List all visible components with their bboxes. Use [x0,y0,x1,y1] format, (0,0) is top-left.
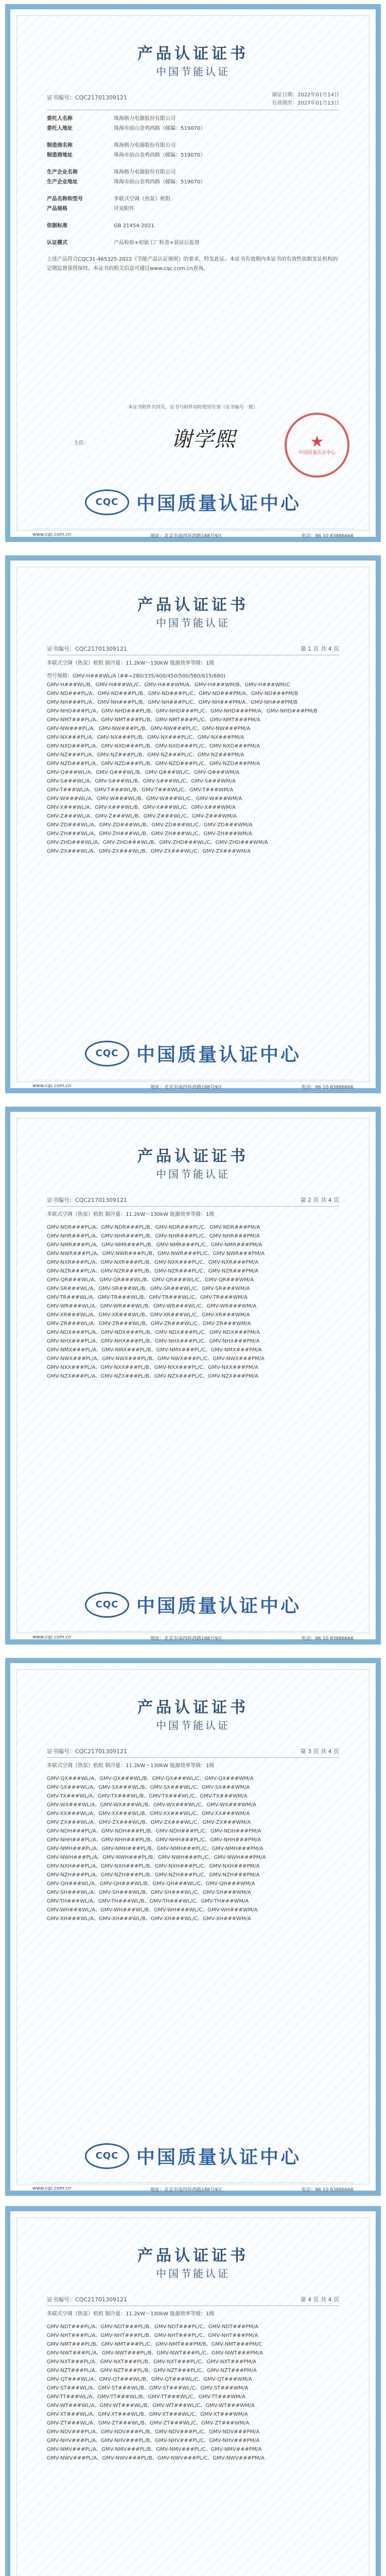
model-line: GMV-ZH###WL/A、GMV-ZH###WL/B、GMV-ZH###WL/C、GMV-ZH###WM/A [47,831,252,837]
footer-tel: 电话：86 10 83886666 [301,1636,354,1641]
model-line: GMV-NZR###PL/A、GMV-NZR###PL/B、GMV-NZR###PL/C、GMV-NZR###PM/A [47,1268,259,1274]
model-list [47,1210,339,1381]
center-name: 中国质量认证中心 [136,1595,301,1617]
seal-text: 中国质量认证中心 [298,450,336,455]
model-line: GMV-NZD###PL/A、GMV-NZD###PL/B、GMV-NZD###PL/C、GMV-NZD###PM/A [47,761,260,767]
page-number: 第 4 页 共 4 页 [300,2296,339,2303]
model-line: GMV-WR###WL/A、GMV-WR###WL/B、GMV-WR###WL/C、GMV-WR###WM/A [47,1303,257,1309]
product-heading: 多联式空调（热泵）机组 制冷量：11.2kW～130kW 能源效率等级：1级 [47,1212,215,1217]
model-line: GMV-WH###WL/A、GMV-WH###WL/B、GMV-WH###WL/C、GMV-WH###WM/A [47,1907,258,1913]
model-line: GMV-NHV###PL/A、GMV-NHV###PL/B、GMV-NHV###PL/C、GMV-NHV###PM/A [47,2438,260,2444]
model-line: GMV-NMX###PL/A、GMV-NMX###PL/B、GMV-NMX###PL/C、GMV-NMX###PM/A [47,1347,262,1353]
certificate-title: 产品认证证书 [137,45,249,63]
footer-address: 地址：北京市南四环西路188号9区 [150,2188,222,2193]
model-line: GMV-NXX###PL/A、GMV-NXX###PL/B、GMV-NXX###PL/C、GMV-NXX###PM/A [47,1365,258,1370]
center-name: 中国质量认证中心 [136,2146,301,2168]
field-row: 制造商地址 珠海市前山金鸡西路（邮编：519070） [47,152,206,158]
footer [32,2182,354,2193]
model-line: GMV-NXD###PL/A、GMV-NXD###PL/B、GMV-NXD###PL/C、GMV-NXD###PM/A [47,743,260,749]
field-row: 依据标准 GB 21454-2021 [47,223,154,229]
certificate-title: 产品认证证书 [137,1147,249,1165]
product-heading: 多联式空调（热泵）机组 制冷量：11.2kW～130kW 能源效率等级：1级 [47,1763,215,1769]
model-line: GMV-T###WL/A、GMV-T###WL/B、GMV-T###WL/C、GMV-T###WM/A [47,787,234,793]
certificate-subtitle: 中国节能认证 [156,617,230,629]
model-line: GMV-XX###WL/A、GMV-XX###WL/B、GMV-XX###WL/C、GMV-XX###WM/A [47,1811,250,1817]
model-line: GMV-NDT###PL/A、GMV-NDT###PL/B、GMV-NDT###PL/C、GMV-NDT###PM/A [47,2324,259,2330]
model-line: GMV-NHH###PL/A、GMV-NHH###PL/B、GMV-NHH###PL/C、GMV-NHH###PM/A [47,1837,261,1843]
model-line: GMV-ST###WL/A、GMV-ST###WL/B、GMV-ST###WL/C、GMV-ST###WM/A [47,2385,249,2391]
field-row: 制造商名称 珠海格力电器股份有限公司 [47,143,176,148]
certificate-number: 证书编号：CQC21701309121 [47,1748,128,1755]
model-line: GMV-ZR###WL/A、GMV-ZR###WL/B、GMV-ZR###WL/C、GMV-ZR###WM/A [47,1321,251,1327]
model-line: GMV-TR###WL/A、GMV-TR###WL/B、GMV-TR###WL/C、GMV-TR###WM/A [47,1295,248,1300]
model-line: GMV-NHX###PL/A、GMV-NHX###PL/B、GMV-NHX###PL/C、GMV-NHX###PM/A [47,1338,260,1344]
certificate-title: 产品认证证书 [137,1699,249,1717]
model-line: GMV-WT###WL/A、GMV-WT###WL/B、GMV-WT###WL/C、GMV-WT###WM/A [47,2403,255,2409]
model-line: GMV-NXT###PL/A、GMV-NXT###PL/B、GMV-NXT###PL/C、GMV-NXT###PM/A [47,2359,257,2365]
footer [32,1080,354,1090]
model-line: GMV-NH###PL/A、GMV-NH###PL/B、GMV-NH###PL/C、GMV-NH###PM/A、GMV-NH###PM/B [47,700,298,705]
model-line: GMV-NWH###PL/A、GMV-NWH###PL/B、GMV-NWH###PL/C、GMV-NWH###PM/A [47,1855,266,1860]
model-line: GMV-ZT###WL/A、GMV-ZT###WL/B、GMV-ZT###WL/C、GMV-ZT###WM/A [47,2420,250,2426]
footer [32,1631,354,1641]
model-line: GMV-NDX###PL/A、GMV-NDX###PL/B、GMV-NDX###PL/C、GMV-NDX###PM/A [47,1330,260,1335]
footer-address: 地址：北京市南四环西路188号9区 [150,1636,222,1641]
footer-address: 地址：北京市南四环西路188号9区 [150,1085,222,1090]
seal-note: 本证书附件共四页，证书与附件同时使用有效（证书编号一致） [128,405,258,410]
valid-date: 有效期至：2027年01月13日 [272,100,339,106]
model-line: GMV-NW###PL/A、GMV-NW###PL/B、GMV-NW###PL/C、GMV-NW###PM/A [47,726,251,732]
model-line: GMV-SH###WL/A、GMV-SH###WL/B、GMV-SH###WL/C、GMV-SH###WM/A [47,1890,251,1895]
cqc-logo: CQC [85,1592,129,1618]
footer-site: www.cqc.com.cn [32,1635,72,1640]
model-line: GMV-NWX###PL/A、GMV-NWX###PL/B、GMV-NWX###PL/C、GMV-NWX###PM/A [47,1356,265,1362]
cqc-logo-block [17,1040,369,1066]
model-line: GMV-NZT###PL/A、GMV-NZT###PL/B、GMV-NZT###PL/C、GMV-NZT###PM/A [47,2368,257,2374]
model-line: GMV-ZD###WL/A、GMV-ZD###WL/B、GMV-ZD###WL/C、GMV-ZD###WM/A [47,822,253,828]
model-list [47,2310,339,2463]
footer-address: 地址：北京市南四环西路188号9区 [150,534,222,539]
model-line: GMV-XT###WL/A、GMV-XT###WL/B、GMV-XT###WL/C、GMV-XT###WM/A [47,2412,248,2417]
model-line: GMV-X###WL/A、GMV-X###WL/B、GMV-X###WL/C、GMV-X###WM/A [47,805,236,810]
model-line: GMV-TT###WL/A、GMV-TT###WL/B、GMV-TT###WL/C、GMV-TT###WM/A [47,2394,245,2400]
model-line: GMV-NWR###PL/A、GMV-NWR###PL/B、GMV-NWR###PL/C、GMV-NWR###PM/A [47,1251,265,1257]
product-heading: 多联式空调（热泵）机组 制冷量：11.2kW～130kW 能源效率等级：1级 [47,2311,215,2317]
model-line: GMV-NZX###PL/A、GMV-NZX###PL/B、GMV-NZX###PL/C、GMV-NZX###PM/A [47,1374,258,1379]
certificate-page-3 [0,1103,386,1649]
certificate-frame [5,4,381,542]
model-line: GMV-TX###WL/A、GMV-TX###WL/B、GMV-TX###WL/C、GMV-TX###WM/A [47,1793,248,1799]
certificate-statement: 上述产品符合CQC31-465325-2022《节能产品认证规则》的要求，特发此证。本证书有效期内本证书的有效性依据发证机构的定期监督获得保持。本证书的相关信息可通过www.cqc.com.cn查询。 [47,257,338,272]
footer-tel: 电话：86 10 83886666 [301,1085,354,1090]
model-line: GMV-NDR###PL/A、GMV-NDR###PL/B、GMV-NDR###PL/C、GMV-NDR###PM/A [47,1225,260,1230]
field-row: 认证模式 产品检验+初始工厂检查+获证后监督 [47,240,200,246]
footer [32,529,354,539]
certificate-number: 证书编号：CQC21701309121 [47,2296,128,2303]
model-line: GMV-ZX###WL/A、GMV-ZX###WL/B、GMV-ZX###WL/C、GMV-ZX###WM/A [47,849,251,854]
footer-site: www.cqc.com.cn [32,532,72,537]
certificate-inner [16,15,370,539]
footer-site: www.cqc.com.cn [32,1083,72,1089]
model-line: GMV-QH###WL/A、GMV-QH###WL/B、GMV-QH###WL/C、GMV-QH###WM/A [47,1881,255,1887]
model-line: GMV-XH###WL/A、GMV-XH###WL/B、GMV-XH###WL/C、GMV-XH###WM/A [47,1916,251,1922]
model-line: GMV-QR###WL/A、GMV-QR###WL/B、GMV-QR###WL/C、GMV-QR###WM/A [47,1277,254,1283]
model-line: GMV-XR###WL/A、GMV-XR###WL/B、GMV-XR###WL/C、GMV-XR###WM/A [47,1312,250,1318]
cqc-logo: CQC [85,2143,129,2169]
model-line: GMV-NX###PL/A、GMV-NX###PL/B、GMV-NX###PL/C、GMV-NX###PM/A [47,735,244,740]
certificate-number: 证书编号：CQC21701309121 [47,646,128,652]
certificate-subtitle: 中国节能认证 [156,1719,230,1732]
certificate-subtitle: 中国节能认证 [156,1168,230,1180]
model-line: GMV-NDH###PL/A、GMV-NDH###PL/B、GMV-NDH###PL/C、GMV-NDH###PM/A [47,1828,261,1834]
certificate-page-2 [0,551,386,1097]
cqc-logo-block [17,1591,369,1618]
certificate-subtitle: 中国节能认证 [156,65,230,78]
certificate-title: 产品认证证书 [137,596,249,614]
model-line: GMV-NZH###PL/A、GMV-NZH###PL/B、GMV-NZH###PL/C、GMV-NZH###PM/A [47,1872,260,1878]
model-line: GMV-H###WL/B、GMV-H###WL/C、GMV-H###WM/A、GMV-H###WM/B、GMV-H###WM/C [47,682,290,688]
footer-site: www.cqc.com.cn [32,2186,72,2191]
model-line: GMV-NMR###PL/A、GMV-NMR###PL/B、GMV-NMR###PL/C、GMV-NMR###PM/A [47,1242,262,1248]
model-line: GMV-Q###WL/A、GMV-Q###WL/B、GMV-Q###WL/C、GMV-Q###WM/A [47,770,240,775]
model-line: GMV-Z###WL/A、GMV-Z###WL/B、GMV-Z###WL/C、GMV-Z###WM/A [47,814,237,819]
center-name: 中国质量认证中心 [136,1044,301,1065]
model-line: GMV-S###WL/A、GMV-S###WL/B、GMV-S###WL/C、GMV-S###WM/A [47,778,236,784]
model-line: GMV-NMH###PL/A、GMV-NMH###PL/B、GMV-NMH###PL/C、GMV-NMH###PM/A [47,1846,264,1852]
model-list [47,1761,339,1923]
product-heading: 多联式空调（热泵）机组 制冷量：11.2kW～130kW 能源效率等级：1级 [47,660,215,666]
certificate-page-4 [0,1654,386,2200]
model-line: GMV-NZ###PL/A、GMV-NZ###PL/B、GMV-NZ###PL/C、GMV-NZ###PM/A [47,752,244,758]
director-signature: 谢学熙 [171,428,236,451]
model-line: GMV-ZX###WL/A、GMV-ZX###WL/B、GMV-ZX###WL/C、GMV-ZX###WM/A [47,1820,251,1825]
model-line: GMV-QT###WL/A、GMV-QT###WL/B、GMV-QT###WL/C、GMV-QT###WM/A [47,2377,252,2382]
field-row: 生产企业名称 珠海格力电器股份有限公司 [47,170,176,175]
cqc-logo-block [17,2143,369,2169]
model-line: GMV-NHT###PL/A、GMV-NHT###PL/B、GMV-NHT###PL/C、GMV-NHT###PM/A [47,2333,258,2338]
footer-tel: 电话：86 10 83886666 [301,534,354,539]
certificate-page-5 [0,2202,386,2576]
field-row: 委托人名称 珠海格力电器股份有限公司 [47,116,176,122]
footer-tel: 电话：86 10 83886666 [301,2188,354,2193]
model-line: GMV-ND###PL/A、GMV-ND###PL/B、GMV-ND###PL/C、GMV-ND###PM/A、GMV-ND###PM/B [47,691,299,697]
model-list [47,659,339,856]
field-row: 委托人地址 珠海市前山金鸡西路（邮编：519070） [47,126,206,131]
model-line: GMV-TH###WL/A、GMV-TH###WL/B、GMV-TH###WL/C、GMV-TH###WM/A [47,1899,249,1904]
model-line: GMV-WX###WL/A、GMV-WX###WL/B、GMV-WX###WL/C、GMV-WX###WM/A [47,1802,256,1808]
model-line: GMV-NWT###PL/A、GMV-NWT###PL/B、GMV-NWT###PL/C、GMV-NWT###PM/A [47,2350,263,2356]
page-number: 第 1 页 共 4 页 [300,646,339,652]
model-line: GMV-NXH###PL/A、GMV-NXH###PL/B、GMV-NXH###PL/C、GMV-NXH###PM/A [47,1863,260,1869]
model-line: 型号规格：GMV-H###WL/A (##=280/335/400/450/500/560/615/680) [47,673,225,679]
model-line: GMV-NHR###PL/A、GMV-NHR###PL/B、GMV-NHR###PL/C、GMV-NHR###PM/A [47,1233,260,1239]
model-line: GMV-NDV###PL/A、GMV-NDV###PL/B、GMV-NDV###PL/C、GMV-NDV###PM/A [47,2429,260,2435]
model-line: GMV-SR###WL/A、GMV-SR###WL/B、GMV-SR###WL/C、GMV-SR###WM/A [47,1286,250,1292]
star-icon: ★ [310,433,324,451]
page-number: 第 3 页 共 4 页 [300,1748,339,1755]
cqc-logo-block [17,489,369,515]
certificate-page-1 [0,0,386,546]
model-line: GMV-NMT###PL/A、GMV-NMT###PL/B、GMV-NMT###PL/C、GMV-NMT###PM/A [47,717,260,723]
model-line: GMV-NWV###PL/A、GMV-NWV###PL/B、GMV-NWV###PL/C、GMV-NWV###PM/A [47,2455,265,2461]
model-line: GMV-NMT###PL/B、GMV-NMT###PL/C、GMV-NMT###PM/B、GMV-NMT###PM/C [47,2342,262,2347]
page-number: 第 2 页 共 4 页 [300,1197,339,1204]
signature-label: 主任： [74,440,89,446]
model-line: GMV-NMV###PL/A、GMV-NMV###PL/B、GMV-NMV###PL/C、GMV-NMV###PM/A [47,2447,262,2452]
certificate-title: 产品认证证书 [137,2247,249,2265]
model-line: GMV-SX###WL/A、GMV-SX###WL/B、GMV-SX###WL/C、GMV-SX###WM/A [47,1785,250,1790]
model-line: GMV-NXR###PL/A、GMV-NXR###PL/B、GMV-NXR###PL/C、GMV-NXR###PM/A [47,1260,259,1265]
certificate-number: 证书编号：CQC21701309121 [47,1197,128,1204]
field-row: 产品名称和型号 多联式空调（热泵）机组 [47,196,170,202]
cqc-logo: CQC [85,489,129,515]
cqc-logo: CQC [85,1041,129,1066]
certificate-subtitle: 中国节能认证 [156,2267,230,2280]
certificate-fields [47,114,339,274]
center-name: 中国质量认证中心 [136,493,301,514]
date-block [272,91,339,108]
model-line: GMV-QX###WL/A、GMV-QX###WL/B、GMV-QX###WL/C、GMV-QX###WM/A [47,1776,254,1782]
model-line: GMV-NHD###PL/A、GMV-NHD###PL/B、GMV-NHD###PL/C、GMV-NHD###PM/A、GMV-NHD###PM/B [47,708,318,714]
field-row: 生产企业地址 珠海市前山金鸡西路（邮编：519070） [47,179,206,185]
field-row: 产品规格 详见附件 [47,206,134,212]
certificate-number: 证书编号：CQC21701309121 [47,94,128,101]
official-seal [285,413,349,478]
model-line: GMV-W###WL/A、GMV-W###WL/B、GMV-W###WL/C、GMV-W###WM/A [47,796,242,802]
model-line: GMV-ZHD###WL/A、GMV-ZHD###WL/B、GMV-ZHD###WL/C、GMV-ZHD###WM/A [47,840,268,845]
issue-date: 颁证日期：2022年01月14日 [272,92,339,98]
